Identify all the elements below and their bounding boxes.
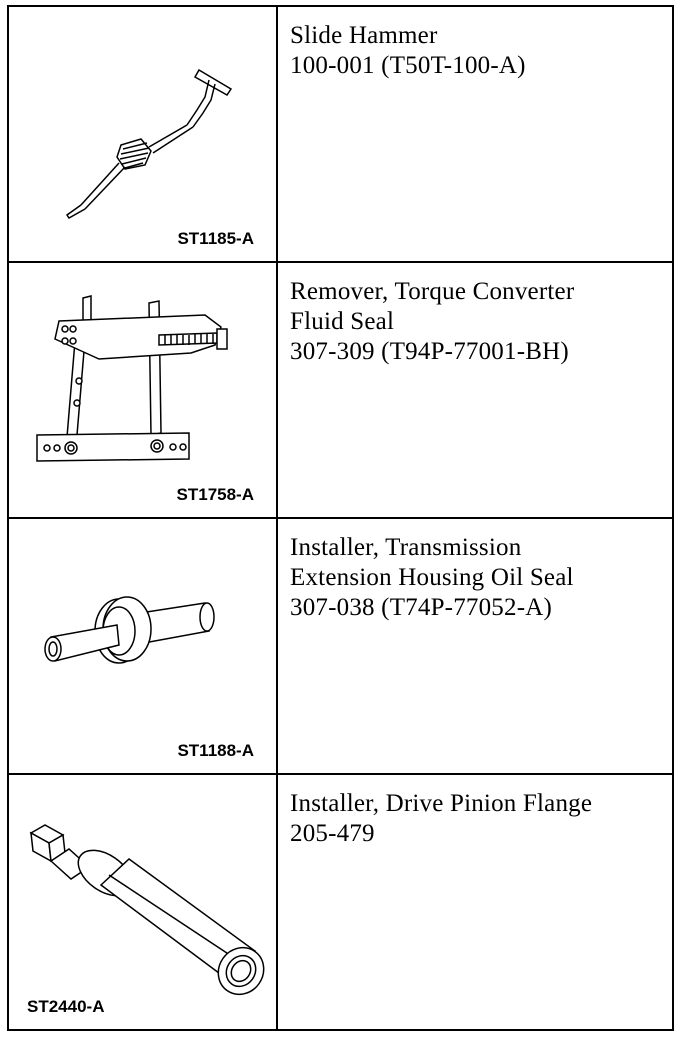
- figure-code: ST1188-A: [177, 741, 254, 760]
- table-row: [8, 518, 673, 774]
- figure-code: ST1185-A: [177, 229, 254, 248]
- table-row: [8, 774, 673, 1030]
- tool-illustration-cell: [8, 262, 277, 518]
- tool-illustration-cell: [8, 6, 277, 262]
- torque-converter-seal-remover-icon: [9, 263, 276, 517]
- tool-number: 100-001 (T50T-100-A): [290, 52, 526, 79]
- tool-description-cell: [277, 518, 673, 774]
- tool-number: 205-479: [290, 820, 375, 847]
- tool-name-cont: Fluid Seal: [290, 308, 395, 335]
- tool-description-cell: [277, 262, 673, 518]
- figure-code: ST2440-A: [27, 997, 105, 1016]
- pinion-flange-installer-icon: [9, 775, 276, 1029]
- figure-code: ST1758-A: [176, 485, 254, 504]
- tool-name: Slide Hammer: [290, 22, 438, 49]
- table-row: [8, 262, 673, 518]
- slide-hammer-icon: [9, 7, 276, 261]
- special-tools-table: [7, 5, 674, 1031]
- tool-name: Installer, Drive Pinion Flange: [290, 790, 593, 817]
- tool-number: 307-038 (T74P-77052-A): [290, 594, 553, 621]
- tool-description-cell: [277, 774, 673, 1030]
- tool-number: 307-309 (T94P-77001-BH): [290, 338, 569, 365]
- tool-name: Remover, Torque Converter: [290, 278, 575, 305]
- tool-illustration-cell: [8, 518, 277, 774]
- extension-housing-seal-installer-icon: [9, 519, 276, 773]
- tool-name-cont: Extension Housing Oil Seal: [290, 564, 574, 591]
- tool-description-cell: [277, 6, 673, 262]
- tool-illustration-cell: [8, 774, 277, 1030]
- tool-name: Installer, Transmission: [290, 534, 522, 561]
- table-row: [8, 6, 673, 262]
